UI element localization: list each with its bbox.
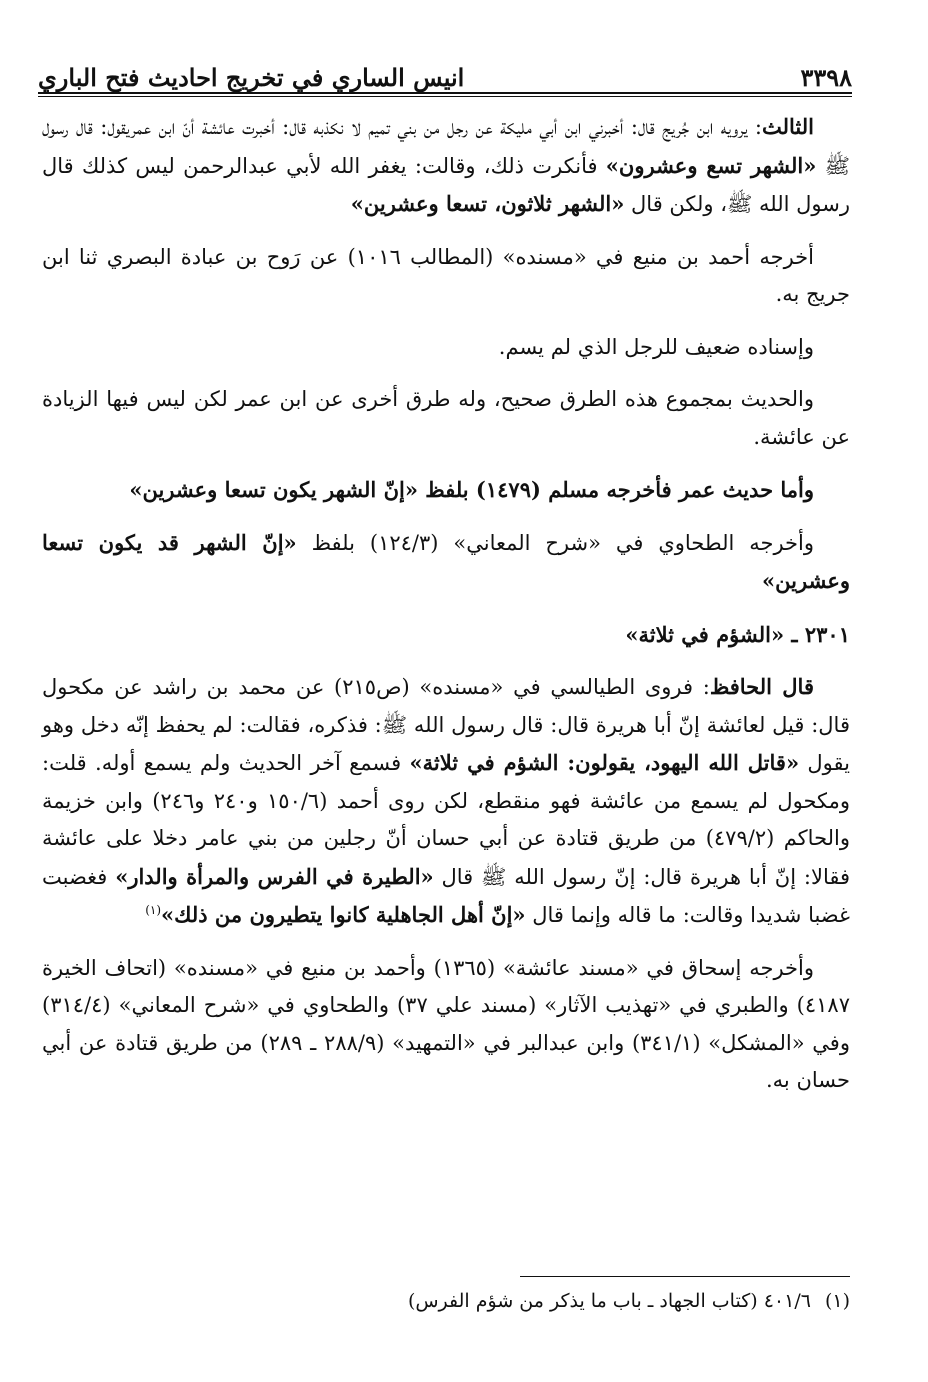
text-run: : يرويه ابن جُريج قال: أخبرني ابن أبي مليكة عن رجل من بني تميم لا نكذبه قال: أخبرت عائشة أنّ ابن عمريقول: قال رسول ﷺ	[42, 115, 850, 178]
paragraph-tahawi	[42, 524, 850, 601]
footnote-number: (١)	[824, 1290, 850, 1312]
paragraph-takhrij-ahmad: أخرجه أحمد بن منيع في «مسنده» (المطالب ١٠١٦) عن رَوح بن عبادة البصري ثنا ابن جريج به.	[42, 244, 850, 306]
header-rule-thin	[38, 96, 852, 97]
paragraph-hafiz	[42, 668, 850, 935]
hadith-quote: «إنّ الشهر قد يكون تسعا وعشرين»	[42, 529, 850, 593]
footnote-text: ٤٠١/٦ (كتاب الجهاد ـ باب ما يذكر من شؤم الفرس)	[407, 1290, 811, 1312]
paragraph-hadith-sahih: والحديث بمجموع هذه الطرق صحيح، وله طرق أخرى عن ابن عمر لكن ليس فيها الزيادة عن عائشة.	[42, 387, 850, 449]
text-run: فأنكرت ذلك، وقالت: يغفر الله لأبي عبدالرحمن ليس كذلك قال رسول الله ﷺ، ولكن قال	[42, 153, 850, 216]
header-rule	[38, 92, 852, 94]
hadith-quote: «الطيرة في الفرس والمرأة والدار»	[115, 863, 434, 889]
main-text	[42, 108, 850, 1115]
hadith-quote: «إنّ أهل الجاهلية كانوا يتطيرون من ذلك»	[161, 902, 526, 927]
hadith-quote: «قاتل الله اليهود، يقولون: الشؤم في ثلاثة»	[409, 750, 800, 775]
text-run: وأخرجه الطحاوي في «شرح المعاني» (١٢٤/٣) بلفظ	[296, 530, 815, 555]
paragraph-third-route	[42, 108, 850, 224]
lead-word: الثالث	[762, 114, 814, 139]
text-run: فغضبت غضبا شديدا وقالت: ما قاله وإنما قال	[42, 864, 850, 927]
text-run: : فروى الطيالسي في «مسنده» (ص٢١٥) عن محمد بن راشد عن مكحول قال: قيل لعائشة إنّ أبا هريرة قال: قال رسول الله ﷺ: فذكره، فقالت: لم يحفظ إنّه دخل وهو يقول	[42, 675, 850, 775]
paragraph-isnad-weak: وإسناده ضعيف للرجل الذي لم يسم.	[498, 334, 814, 359]
hadith-quote: «الشهر تسع وعشرون»	[605, 152, 817, 178]
paragraph-ishaq: وأخرجه إسحاق في «مسند عائشة» (١٣٦٥) وأحمد بن منيع في «مسنده» (اتحاف الخيرة ٤١٨٧) والطبري في «تهذيب الآثار» (مسند علي ٣٧) والطحاوي في «شرح المعاني» (٣١٤/٤) وفي «المشكل» (٣٤١/١) وابن عبدالبر في «التمهيد» (٢٨٨/٩ ـ ٢٨٩) من طريق قتادة عن أبي حسان به.	[42, 955, 850, 1092]
running-title: انيس الساري في تخريج احاديث فتح الباري	[38, 63, 465, 92]
footnote-rule	[520, 1276, 850, 1277]
footnote-reference: (١)	[145, 903, 162, 917]
page-number: ٣٣٩٨	[800, 63, 852, 92]
hadith-quote: «الشهر ثلاثون، تسعا وعشرين»	[350, 191, 625, 216]
section-heading: ٢٣٠١ ـ «الشؤم في ثلاثة»	[625, 621, 850, 647]
page-header	[38, 52, 852, 92]
text-run: فسمع آخر الحديث ولم يسمع أوله. قلت: ومكحول لم يسمع من عائشة فهو منقطع، لكن روى أحمد (١٥٠/٦ و٢٤٠ و٢٤٦) وابن خزيمة والحاكم (٤٧٩/٢) من طريق قتادة عن أبي حسان أنّ رجلين من بني عامر دخلا على عائشة فقالا: إنّ أبا هريرة قال: إنّ رسول الله ﷺ قال	[42, 751, 851, 889]
paragraph-umar-hadith: وأما حديث عمر فأخرجه مسلم (١٤٧٩) بلفظ «إنّ الشهر يكون تسعا وعشرين»	[129, 477, 814, 502]
footnote	[42, 1286, 850, 1316]
lead-word: قال الحافظ	[709, 674, 814, 699]
